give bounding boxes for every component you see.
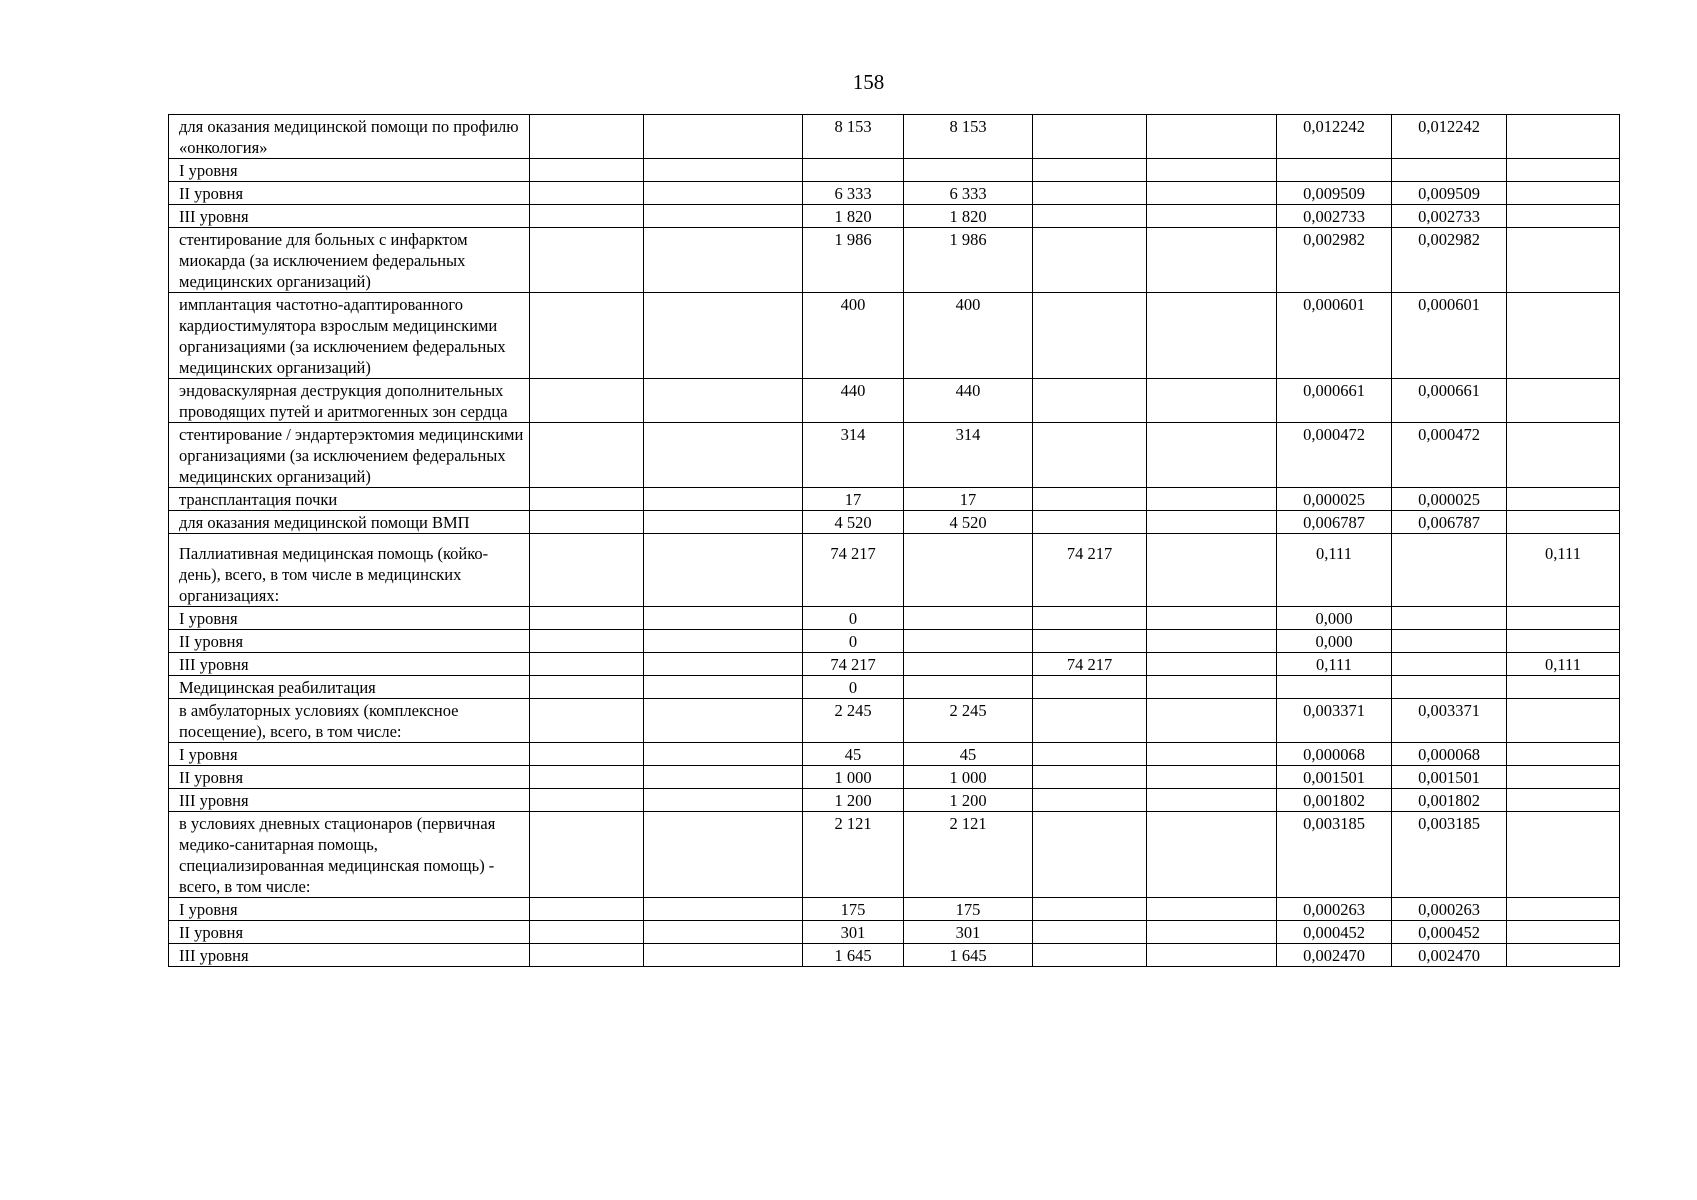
value-cell — [1147, 228, 1277, 293]
value-cell: 0 — [803, 630, 904, 653]
value-cell: 0,111 — [1507, 534, 1620, 607]
value-cell: 0,000472 — [1392, 423, 1507, 488]
value-cell: 0,003185 — [1392, 812, 1507, 898]
value-cell: 0,001802 — [1392, 789, 1507, 812]
value-cell — [1147, 607, 1277, 630]
row-label-cell: I уровня — [169, 743, 530, 766]
value-cell — [1507, 743, 1620, 766]
value-cell: 0,000263 — [1277, 898, 1392, 921]
value-cell — [1147, 653, 1277, 676]
value-cell — [530, 766, 644, 789]
value-cell — [644, 488, 803, 511]
value-cell — [530, 676, 644, 699]
row-label-cell: II уровня — [169, 766, 530, 789]
value-cell — [644, 921, 803, 944]
value-cell — [530, 812, 644, 898]
row-label-cell: III уровня — [169, 944, 530, 967]
value-cell: 0,000068 — [1392, 743, 1507, 766]
value-cell: 1 986 — [803, 228, 904, 293]
value-cell — [1147, 766, 1277, 789]
value-cell: 301 — [904, 921, 1033, 944]
value-cell: 1 000 — [904, 766, 1033, 789]
row-label-cell: I уровня — [169, 607, 530, 630]
value-cell: 0,001501 — [1392, 766, 1507, 789]
value-cell — [644, 944, 803, 967]
value-cell — [644, 653, 803, 676]
table-row — [169, 182, 1620, 205]
value-cell — [1033, 921, 1147, 944]
value-cell — [644, 766, 803, 789]
table-row — [169, 228, 1620, 293]
value-cell: 314 — [904, 423, 1033, 488]
value-cell — [1507, 676, 1620, 699]
value-cell — [530, 534, 644, 607]
value-cell — [1033, 676, 1147, 699]
value-cell — [1507, 898, 1620, 921]
value-cell — [1147, 630, 1277, 653]
value-cell — [1033, 293, 1147, 379]
value-cell — [530, 182, 644, 205]
value-cell: 45 — [803, 743, 904, 766]
value-cell — [1033, 423, 1147, 488]
value-cell: 1 645 — [803, 944, 904, 967]
value-cell — [904, 607, 1033, 630]
value-cell: 1 820 — [904, 205, 1033, 228]
value-cell: 0,000263 — [1392, 898, 1507, 921]
value-cell: 0,009509 — [1392, 182, 1507, 205]
value-cell — [1033, 699, 1147, 743]
table-row — [169, 699, 1620, 743]
value-cell — [530, 653, 644, 676]
value-cell: 74 217 — [1033, 534, 1147, 607]
value-cell — [1033, 743, 1147, 766]
value-cell: 314 — [803, 423, 904, 488]
value-cell — [1147, 205, 1277, 228]
table-row — [169, 789, 1620, 812]
value-cell — [530, 898, 644, 921]
value-cell — [1507, 293, 1620, 379]
value-cell — [644, 159, 803, 182]
value-cell — [530, 743, 644, 766]
value-cell — [1033, 812, 1147, 898]
value-cell: 1 645 — [904, 944, 1033, 967]
value-cell: 0,006787 — [1277, 511, 1392, 534]
value-cell: 0,111 — [1277, 534, 1392, 607]
value-cell — [644, 534, 803, 607]
value-cell — [1033, 607, 1147, 630]
value-cell — [1507, 789, 1620, 812]
value-cell: 0,000601 — [1277, 293, 1392, 379]
value-cell — [1392, 607, 1507, 630]
value-cell: 1 986 — [904, 228, 1033, 293]
value-cell: 6 333 — [803, 182, 904, 205]
value-cell — [1392, 676, 1507, 699]
value-cell: 1 820 — [803, 205, 904, 228]
value-cell: 0,009509 — [1277, 182, 1392, 205]
value-cell — [1147, 423, 1277, 488]
table-row — [169, 488, 1620, 511]
value-cell — [1147, 898, 1277, 921]
value-cell: 2 245 — [904, 699, 1033, 743]
row-label-cell: в условиях дневных стационаров (первичная медико-санитарная помощь, специализированная медицинская помощь) - всего, в том числе: — [169, 812, 530, 898]
value-cell: 440 — [904, 379, 1033, 423]
value-cell: 0,006787 — [1392, 511, 1507, 534]
row-label-cell: стентирование для больных с инфарктом миокарда (за исключением федеральных медицинских организаций) — [169, 228, 530, 293]
value-cell: 0 — [803, 676, 904, 699]
value-cell — [1033, 630, 1147, 653]
table-row — [169, 812, 1620, 898]
value-cell — [644, 115, 803, 159]
value-cell — [644, 812, 803, 898]
table-row — [169, 205, 1620, 228]
value-cell — [1507, 812, 1620, 898]
table-row — [169, 607, 1620, 630]
value-cell — [644, 182, 803, 205]
table-row — [169, 423, 1620, 488]
value-cell — [1147, 293, 1277, 379]
row-label-cell: для оказания медицинской помощи по профилю «онкология» — [169, 115, 530, 159]
value-cell — [1033, 789, 1147, 812]
value-cell — [1147, 676, 1277, 699]
value-cell: 1 200 — [803, 789, 904, 812]
value-cell — [1507, 205, 1620, 228]
value-cell: 0,002733 — [1392, 205, 1507, 228]
value-cell — [1507, 423, 1620, 488]
value-cell: 0,111 — [1277, 653, 1392, 676]
value-cell: 175 — [904, 898, 1033, 921]
value-cell — [1147, 159, 1277, 182]
value-cell — [644, 607, 803, 630]
value-cell: 0,000068 — [1277, 743, 1392, 766]
value-cell — [1033, 228, 1147, 293]
value-cell: 0,000661 — [1392, 379, 1507, 423]
value-cell — [1392, 159, 1507, 182]
value-cell — [530, 115, 644, 159]
value-cell — [644, 676, 803, 699]
value-cell — [530, 630, 644, 653]
value-cell — [1507, 607, 1620, 630]
table-row — [169, 653, 1620, 676]
value-cell: 0,002470 — [1277, 944, 1392, 967]
value-cell — [1507, 699, 1620, 743]
row-label-cell: III уровня — [169, 789, 530, 812]
row-label-cell: стентирование / эндартерэктомия медицинскими организациями (за исключением федеральных медицинских организаций) — [169, 423, 530, 488]
value-cell — [1147, 699, 1277, 743]
value-cell — [904, 676, 1033, 699]
value-cell — [1033, 944, 1147, 967]
value-cell: 0,001501 — [1277, 766, 1392, 789]
value-cell — [530, 511, 644, 534]
value-cell: 440 — [803, 379, 904, 423]
value-cell — [904, 630, 1033, 653]
value-cell — [1147, 743, 1277, 766]
value-cell — [530, 921, 644, 944]
value-cell: 17 — [803, 488, 904, 511]
value-cell — [1507, 944, 1620, 967]
row-label-cell: для оказания медицинской помощи ВМП — [169, 511, 530, 534]
value-cell — [1033, 898, 1147, 921]
row-label-cell: II уровня — [169, 630, 530, 653]
value-cell: 0,012242 — [1392, 115, 1507, 159]
value-cell — [1147, 182, 1277, 205]
value-cell: 0,000472 — [1277, 423, 1392, 488]
table-body — [169, 115, 1620, 967]
value-cell: 74 217 — [803, 653, 904, 676]
value-cell: 4 520 — [803, 511, 904, 534]
value-cell: 74 217 — [1033, 653, 1147, 676]
value-cell: 0,000452 — [1392, 921, 1507, 944]
value-cell — [530, 607, 644, 630]
row-label-cell: II уровня — [169, 921, 530, 944]
value-cell: 0,111 — [1507, 653, 1620, 676]
value-cell — [1147, 812, 1277, 898]
value-cell — [1507, 630, 1620, 653]
value-cell — [644, 379, 803, 423]
value-cell: 45 — [904, 743, 1033, 766]
value-cell — [644, 743, 803, 766]
value-cell: 0,000 — [1277, 607, 1392, 630]
value-cell: 4 520 — [904, 511, 1033, 534]
value-cell: 400 — [803, 293, 904, 379]
value-cell — [1147, 511, 1277, 534]
value-cell: 0,012242 — [1277, 115, 1392, 159]
value-cell: 301 — [803, 921, 904, 944]
value-cell — [1507, 488, 1620, 511]
table-row — [169, 944, 1620, 967]
value-cell — [644, 630, 803, 653]
value-cell — [1507, 379, 1620, 423]
value-cell — [904, 534, 1033, 607]
page-number: 158 — [852, 70, 885, 94]
value-cell — [1033, 115, 1147, 159]
value-cell: 0,002982 — [1392, 228, 1507, 293]
value-cell — [530, 205, 644, 228]
value-cell — [1033, 766, 1147, 789]
value-cell: 0,002982 — [1277, 228, 1392, 293]
row-label-cell: II уровня — [169, 182, 530, 205]
table-row — [169, 743, 1620, 766]
value-cell — [1147, 488, 1277, 511]
value-cell: 0,000025 — [1392, 488, 1507, 511]
row-label-cell: III уровня — [169, 205, 530, 228]
value-cell — [530, 379, 644, 423]
value-cell — [1033, 511, 1147, 534]
value-cell: 0 — [803, 607, 904, 630]
row-label-cell: эндоваскулярная деструкция дополнительных проводящих путей и аритмогенных зон сердца — [169, 379, 530, 423]
value-cell: 0,002733 — [1277, 205, 1392, 228]
value-cell — [644, 699, 803, 743]
value-cell: 0,003371 — [1277, 699, 1392, 743]
value-cell — [1033, 182, 1147, 205]
table-row — [169, 293, 1620, 379]
value-cell — [644, 898, 803, 921]
value-cell — [530, 699, 644, 743]
row-label-cell: в амбулаторных условиях (комплексное посещение), всего, в том числе: — [169, 699, 530, 743]
table-row — [169, 379, 1620, 423]
value-cell — [904, 653, 1033, 676]
value-cell: 0,000 — [1277, 630, 1392, 653]
value-cell: 0,000601 — [1392, 293, 1507, 379]
value-cell — [530, 228, 644, 293]
row-label-cell: трансплантация почки — [169, 488, 530, 511]
value-cell: 0,000452 — [1277, 921, 1392, 944]
row-label-cell: Паллиативная медицинская помощь (койко-день), всего, в том числе в медицинских организациях: — [169, 534, 530, 607]
value-cell: 0,000661 — [1277, 379, 1392, 423]
data-table — [168, 114, 1620, 967]
table-row — [169, 159, 1620, 182]
value-cell: 2 245 — [803, 699, 904, 743]
value-cell — [644, 789, 803, 812]
value-cell: 0,001802 — [1277, 789, 1392, 812]
value-cell: 0,002470 — [1392, 944, 1507, 967]
value-cell — [1507, 228, 1620, 293]
value-cell — [644, 205, 803, 228]
value-cell: 1 200 — [904, 789, 1033, 812]
table-row — [169, 898, 1620, 921]
value-cell — [1033, 205, 1147, 228]
value-cell — [1147, 379, 1277, 423]
table-row — [169, 511, 1620, 534]
value-cell — [1147, 944, 1277, 967]
value-cell — [1507, 511, 1620, 534]
value-cell: 1 000 — [803, 766, 904, 789]
value-cell — [1277, 676, 1392, 699]
value-cell — [530, 944, 644, 967]
value-cell — [1392, 534, 1507, 607]
value-cell — [1147, 921, 1277, 944]
value-cell — [803, 159, 904, 182]
value-cell: 8 153 — [904, 115, 1033, 159]
row-label-cell: I уровня — [169, 898, 530, 921]
value-cell — [1392, 653, 1507, 676]
value-cell: 17 — [904, 488, 1033, 511]
value-cell — [530, 293, 644, 379]
value-cell — [530, 789, 644, 812]
value-cell — [904, 159, 1033, 182]
table-row — [169, 766, 1620, 789]
value-cell — [1392, 630, 1507, 653]
value-cell: 2 121 — [803, 812, 904, 898]
value-cell — [1507, 159, 1620, 182]
value-cell — [1507, 115, 1620, 159]
value-cell: 8 153 — [803, 115, 904, 159]
value-cell — [644, 293, 803, 379]
value-cell — [1033, 488, 1147, 511]
table-row — [169, 921, 1620, 944]
value-cell — [644, 511, 803, 534]
value-cell: 74 217 — [803, 534, 904, 607]
value-cell: 400 — [904, 293, 1033, 379]
row-label-cell: Медицинская реабилитация — [169, 676, 530, 699]
value-cell: 0,003371 — [1392, 699, 1507, 743]
table-row — [169, 676, 1620, 699]
value-cell — [1507, 182, 1620, 205]
value-cell — [530, 488, 644, 511]
value-cell — [644, 228, 803, 293]
value-cell: 6 333 — [904, 182, 1033, 205]
value-cell — [1507, 766, 1620, 789]
value-cell — [1033, 379, 1147, 423]
value-cell — [1033, 159, 1147, 182]
row-label-cell: I уровня — [169, 159, 530, 182]
value-cell — [1147, 534, 1277, 607]
value-cell — [1507, 921, 1620, 944]
table-row — [169, 630, 1620, 653]
value-cell — [1277, 159, 1392, 182]
value-cell: 175 — [803, 898, 904, 921]
value-cell — [530, 159, 644, 182]
value-cell — [1147, 115, 1277, 159]
value-cell — [530, 423, 644, 488]
value-cell: 2 121 — [904, 812, 1033, 898]
value-cell: 0,000025 — [1277, 488, 1392, 511]
value-cell: 0,003185 — [1277, 812, 1392, 898]
row-label-cell: имплантация частотно-адаптированного кардиостимулятора взрослым медицинскими организациями (за исключением федеральных медицинских организаций) — [169, 293, 530, 379]
table-row — [169, 115, 1620, 159]
value-cell — [644, 423, 803, 488]
table-row — [169, 534, 1620, 607]
value-cell — [1147, 789, 1277, 812]
row-label-cell: III уровня — [169, 653, 530, 676]
